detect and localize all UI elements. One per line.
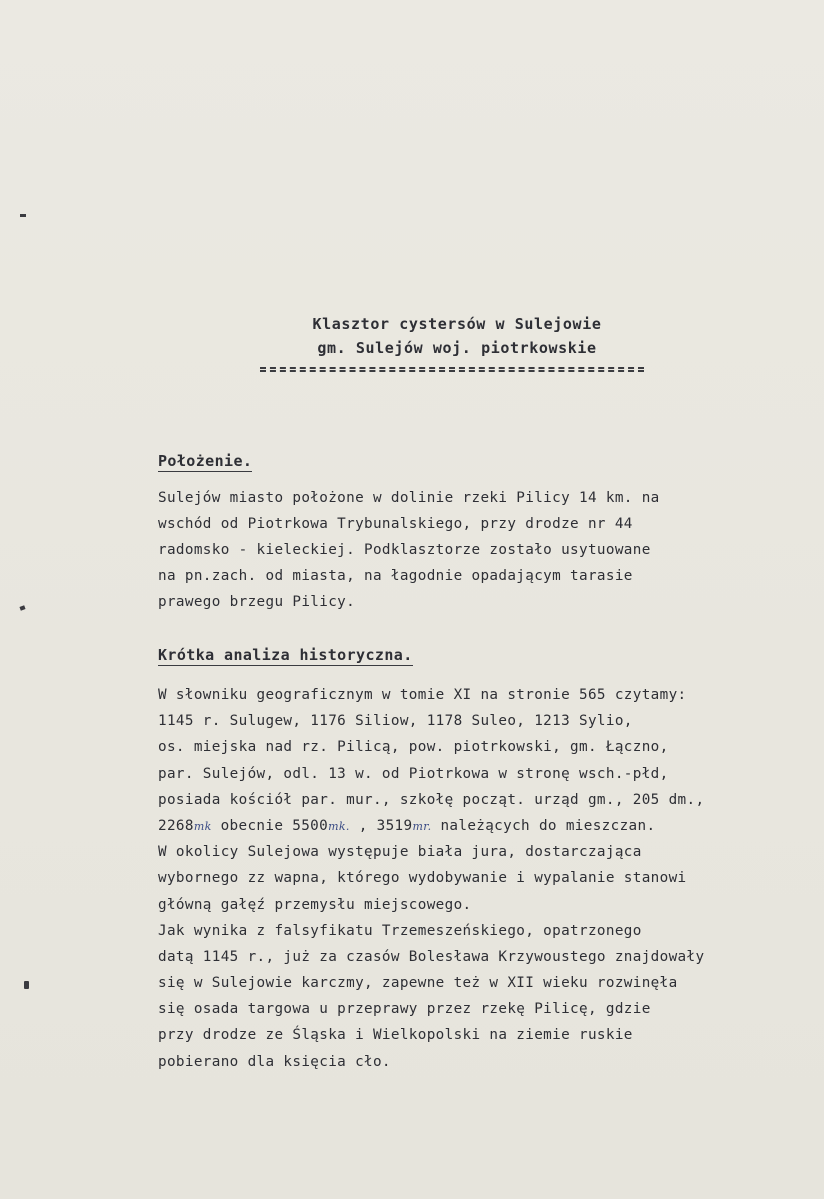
section-heading-analiza xyxy=(158,646,413,666)
document-title xyxy=(0,312,824,360)
margin-mark xyxy=(20,214,26,217)
text-fragment: obecnie 5500 xyxy=(211,817,329,834)
text-line: pobierano dla księcia cło. xyxy=(158,1053,391,1070)
text-line: przy drodze ze Śląska i Wielkopolski na ziemie ruskie xyxy=(158,1027,633,1044)
text-line: na pn.zach. od miasta, na łagodnie opadającym tarasie xyxy=(158,568,633,584)
margin-mark xyxy=(24,981,29,989)
text-line: się osada targowa u przeprawy przez rzekę Pilicę, gdzie xyxy=(158,1001,651,1018)
handwritten-note: mk. xyxy=(328,819,350,833)
margin-mark xyxy=(19,605,25,610)
text-line: wschód od Piotrkowa Trybunalskiego, przy drodze nr 44 xyxy=(158,516,633,532)
text-line: par. Sulejów, odl. 13 w. od Piotrkowa w stronę wsch.-płd, xyxy=(158,765,669,782)
handwritten-note: mr. xyxy=(412,819,432,833)
section-paragraph-analiza xyxy=(158,682,798,1075)
section-heading-polozenie xyxy=(158,452,252,472)
text-line: Sulejów miasto położone w dolinie rzeki Pilicy 14 km. na xyxy=(158,490,660,506)
text-line: W okolicy Sulejowa występuje biała jura, dostarczająca xyxy=(158,844,642,861)
text-fragment: należących do mieszczan. xyxy=(431,817,656,834)
text-line: posiada kościół par. mur., szkołę począt. urząd gm., 205 dm., xyxy=(158,791,705,808)
text-fragment: , 3519 xyxy=(349,817,413,834)
text-line: W słowniku geograficznym w tomie XI na stronie 565 czytamy: xyxy=(158,687,687,703)
text-line: radomsko - kieleckiej. Podklasztorze zostało usytuowane xyxy=(158,542,651,558)
text-line: 1145 r. Sulugew, 1176 Siliow, 1178 Suleo, 1213 Sylio, xyxy=(158,713,633,730)
section-paragraph-polozenie xyxy=(158,485,798,615)
heading-underline xyxy=(158,665,413,666)
text-line: os. miejska nad rz. Pilicą, pow. piotrkowski, gm. Łączno, xyxy=(158,739,669,756)
text-line-annotated xyxy=(158,813,798,839)
text-fragment: 2268 xyxy=(158,817,194,834)
section-heading-text: Położenie. xyxy=(158,452,253,470)
text-line: Jak wynika z falsyfikatu Trzemeszeńskiego, opatrzonego xyxy=(158,922,642,939)
title-line-2: gm. Sulejów woj. piotrkowskie xyxy=(317,339,597,357)
text-line: prawego brzegu Pilicy. xyxy=(158,594,356,610)
title-underline xyxy=(260,367,644,372)
text-line: wybornego zz wapna, którego wydobywanie i wypalanie stanowi xyxy=(158,870,687,887)
text-line: datą 1145 r., już za czasów Bolesława Krzywoustego znajdowały xyxy=(158,948,705,965)
title-line-1: Klasztor cystersów w Sulejowie xyxy=(312,315,602,333)
heading-underline xyxy=(158,471,252,472)
section-heading-text: Krótka analiza historyczna. xyxy=(158,646,413,664)
text-line: się w Sulejowie karczmy, zapewne też w XII wieku rozwinęła xyxy=(158,975,678,992)
text-line: główną gałęź przemysłu miejscowego. xyxy=(158,896,472,913)
handwritten-note: mk xyxy=(193,819,212,833)
